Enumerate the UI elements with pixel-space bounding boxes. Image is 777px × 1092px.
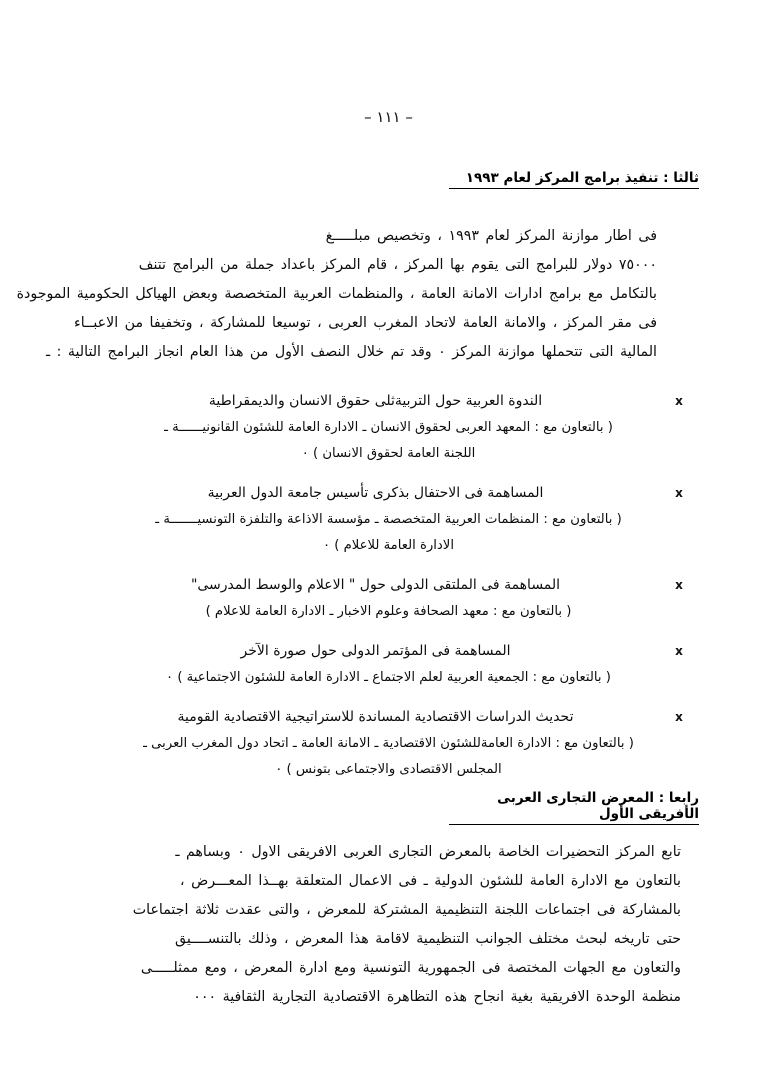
bullet-marker-icon: x [675, 644, 683, 658]
list-item [70, 480, 707, 559]
program-note-line: اللجنة العامة لحقوق الانسان ) ٠ [301, 446, 476, 461]
final-line: بالمشاركة فى اجتماعات اللجنة التنظيمية المشتركة للمعرض ، والتى عقدت ثلاثة اجتماعات [132, 902, 681, 918]
intro-line: ٧٥٠٠٠ دولار للبرامج التى يقوم بها المركز ، قام المركز باعداد جملة من البرامج تتنف [138, 257, 657, 273]
final-line: والتعاون مع الجهات المختصة فى الجمهورية التونسية ومع ادارة المعرض ، ومع ممثلـــــى [140, 960, 681, 976]
final-line: حتى تاريخه لبحث مختلف الجوانب التنظيمية لاقامة هذا المعرض ، وذلك بالتنســــيق [175, 931, 681, 947]
program-row [70, 388, 707, 415]
bullet-marker-icon: x [675, 486, 683, 500]
intro-paragraph [16, 222, 657, 367]
program-row [70, 704, 707, 731]
intro-line: بالتكامل مع برامج ادارات الامانة العامة ، والمنظمات العربية المتخصصة وبعض الهياكل الحكومية الموجودة [16, 286, 657, 302]
final-line: منظمة الوحدة الافريقية بغية انجاح هذه التظاهرة الاقتصادية التجارية الثقافية ٠٠٠ [193, 989, 681, 1005]
program-note [70, 599, 707, 625]
program-note [70, 665, 707, 691]
program-title: تحديث الدراسات الاقتصادية المساندة للاستراتيجية الاقتصادية القومية [177, 709, 574, 725]
program-note-line: ( بالتعاون مع : المنظمات العربية المتخصصة ـ مؤسسة الاذاعة والتلفزة التونسيـــــــة ـ [155, 512, 622, 527]
program-title: المساهمة فى الملتقى الدولى حول " الاعلام والوسط المدرسى" [190, 577, 561, 593]
list-item [70, 572, 707, 625]
list-item [70, 388, 707, 467]
program-note-line: المجلس الاقتصادى والاجتماعى بتونس ) ٠ [275, 762, 502, 777]
program-note [70, 507, 707, 559]
program-note [70, 731, 707, 783]
program-row [70, 638, 707, 665]
bullet-marker-icon: x [675, 578, 683, 592]
intro-line: فى اطار موازنة المركز لعام ١٩٩٣ ، وتخصيص مبلـــــغ [325, 228, 657, 244]
program-list [70, 388, 707, 796]
section-heading-three: ثالثا : تنفيذ برامج المركز لعام ١٩٩٣ [449, 170, 699, 189]
page-number: – ١١١ – [364, 108, 413, 126]
final-line: تابع المركز التحضيرات الخاصة بالمعرض التجارى العربى الافريقى الاول ٠ وبساهم ـ [175, 844, 681, 860]
final-line: بالتعاون مع الادارة العامة للشئون الدولية ـ فى الاعمال المتعلقة بهــذا المعـــرض ، [180, 873, 681, 889]
program-title: المساهمة فى المؤتمر الدولى حول صورة الآخر [240, 643, 511, 659]
bullet-marker-icon: x [675, 710, 683, 724]
program-note-line: ( بالتعاون مع : الجمعية العربية لعلم الاجتماع ـ الادارة العامة للشئون الاجتماعية ) ٠ [166, 670, 611, 685]
program-note-line: ( بالتعاون مع : الادارة العامةللشئون الاقتصادية ـ الامانة العامة ـ اتحاد دول المغرب العربى ـ [143, 736, 634, 751]
program-note-line: الادارة العامة للاعلام ) ٠ [323, 538, 454, 553]
intro-line: فى مقر المركز ، والامانة العامة لاتحاد المغرب العربى ، توسيعا للمشاركة ، وتخفيفا من الاعبــاء [74, 315, 657, 331]
list-item [70, 704, 707, 783]
program-note-line: ( بالتعاون مع : المعهد العربى لحقوق الانسان ـ الادارة العامة للشئون القانونيــــــة ـ [164, 420, 613, 435]
program-row [70, 480, 707, 507]
list-item [70, 638, 707, 691]
bullet-marker-icon: x [675, 394, 683, 408]
section-heading-four: رابعا : المعرض التجارى العربى الأفريقى الأول [449, 790, 699, 825]
intro-line: المالية التى تتحملها موازنة المركز ٠ وقد تم خلال النصف الأول من هذا العام انجاز البرامج التالية : ـ [45, 344, 657, 360]
final-paragraph [96, 838, 681, 1012]
program-row [70, 572, 707, 599]
program-note [70, 415, 707, 467]
program-note-line: ( بالتعاون مع : معهد الصحافة وعلوم الاخبار ـ الادارة العامة للاعلام ) [205, 604, 572, 619]
program-title: الندوة العربية حول التربيةثلى حقوق الانسان والديمقراطية [208, 393, 543, 409]
program-title: المساهمة فى الاحتفال بذكرى تأسيس جامعة الدول العربية [207, 485, 544, 501]
